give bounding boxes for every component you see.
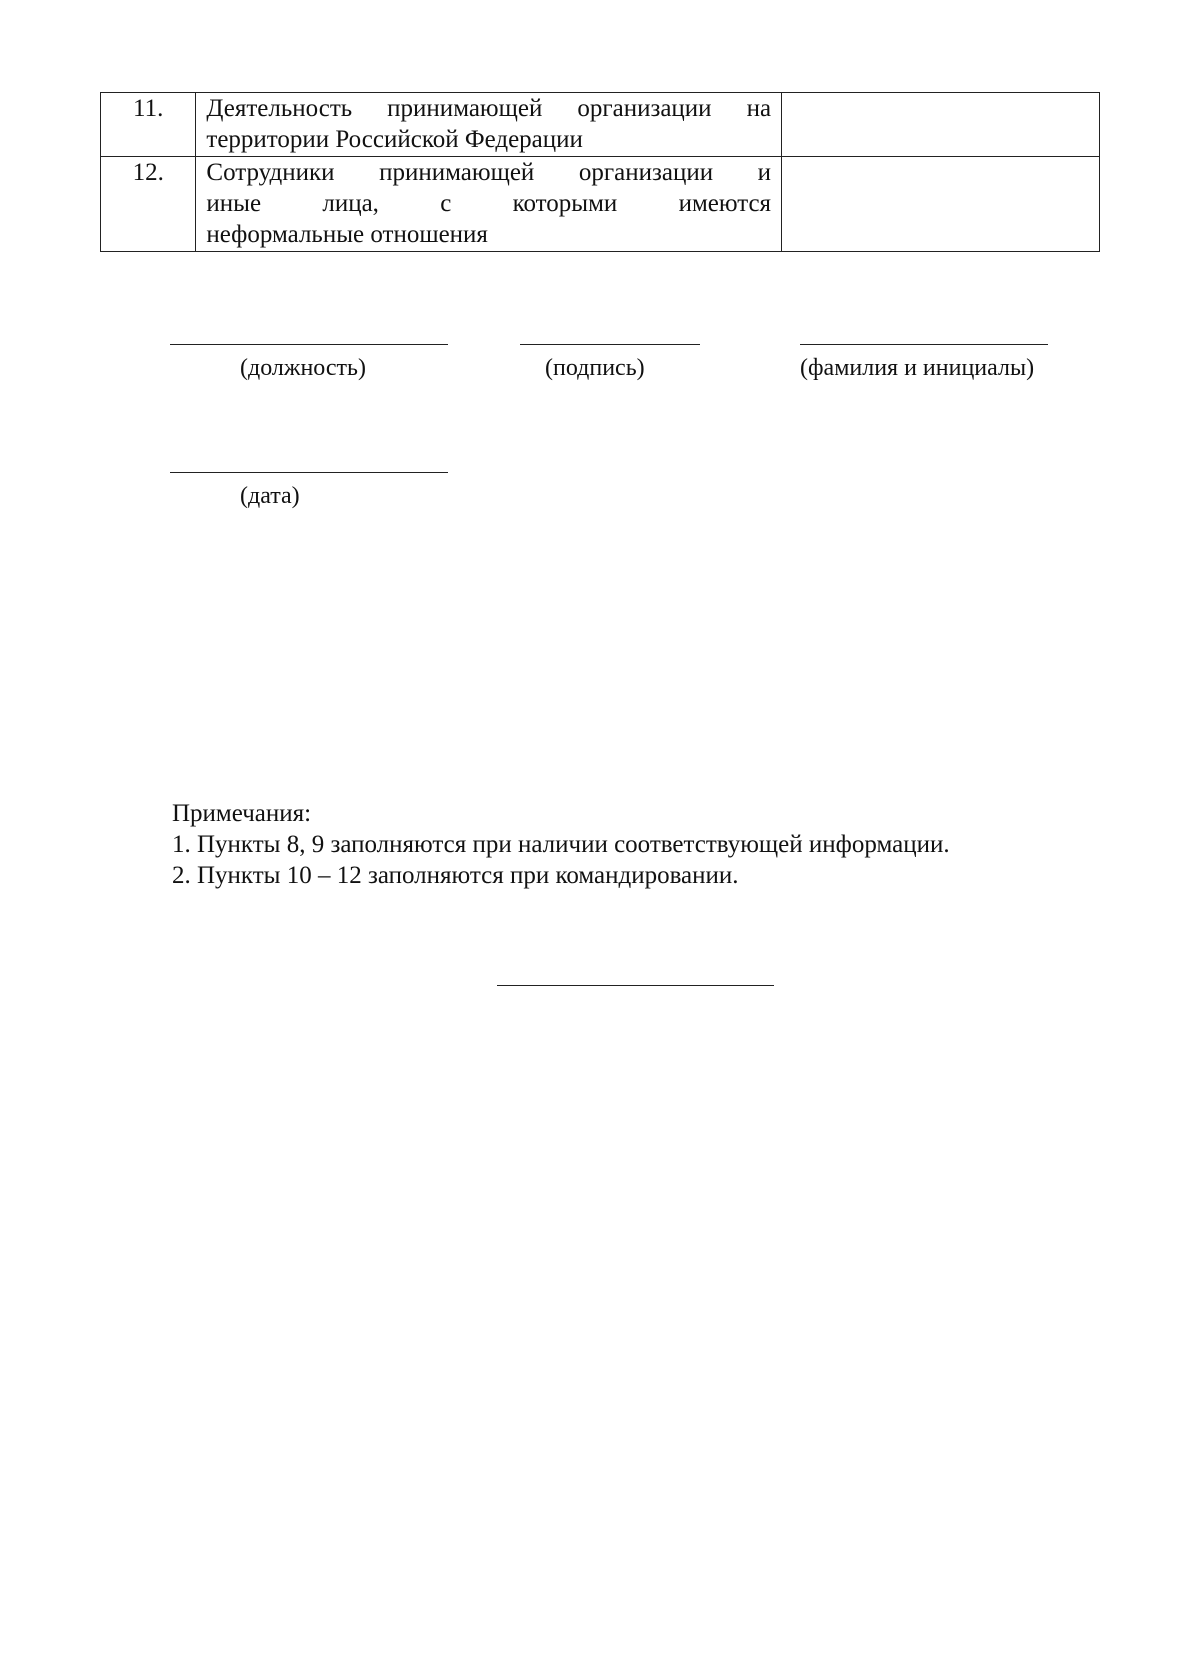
end-separator-line (497, 985, 774, 986)
position-caption: (должность) (240, 355, 366, 381)
row-number: 11. (101, 93, 196, 157)
row-value (782, 157, 1100, 252)
signature-caption: (подпись) (545, 355, 645, 381)
notes-block (172, 798, 950, 891)
name-caption: (фамилия и инициалы) (800, 355, 1035, 381)
table-row (101, 93, 1100, 157)
row-text (196, 157, 782, 252)
row-text-line: неформальные отношения (206, 221, 488, 248)
signature-line (520, 344, 700, 345)
position-line (170, 344, 448, 345)
row-text-line: Деятельность принимающей организации на (206, 95, 772, 122)
table-row (101, 157, 1100, 252)
notes-heading: Примечания: (172, 800, 312, 827)
row-value (782, 93, 1100, 157)
row-text-line: иные лица, с которыми имеются (206, 190, 772, 217)
note-item: 1. Пункты 8, 9 заполняются при наличии соответствующей информации. (172, 831, 950, 858)
date-line (170, 472, 448, 473)
note-item: 2. Пункты 10 – 12 заполняются при командировании. (172, 862, 739, 889)
date-caption: (дата) (240, 483, 300, 509)
row-text (196, 93, 782, 157)
form-table (100, 92, 1100, 252)
row-number: 12. (101, 157, 196, 252)
name-line (800, 344, 1048, 345)
row-text-line: территории Российской Федерации (206, 126, 583, 153)
row-text-line: Сотрудники принимающей организации и (206, 159, 772, 186)
